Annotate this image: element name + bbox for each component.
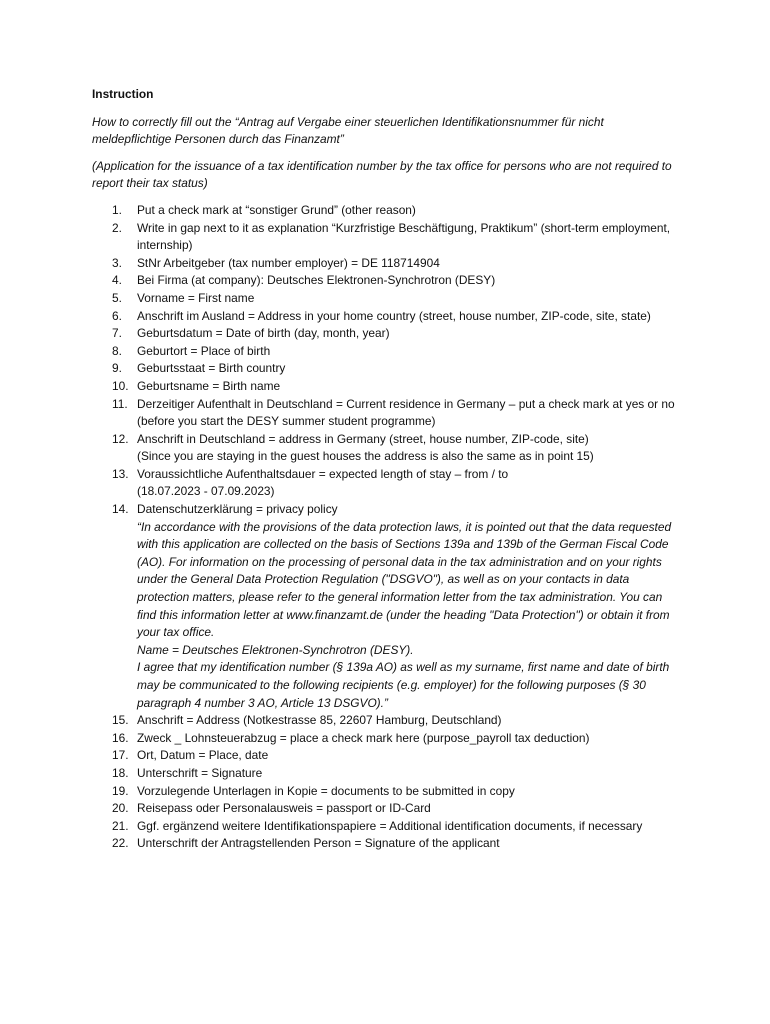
item-number: 12. bbox=[112, 431, 129, 446]
item-number: 3. bbox=[112, 255, 122, 270]
item-text: Derzeitiger Aufenthalt in Deutschland = Current residence in Germany – put a check mark at yes or no (before you start the DESY summer student programme) bbox=[137, 396, 675, 429]
list-item bbox=[92, 290, 682, 308]
item-number: 20. bbox=[112, 801, 129, 816]
list-item bbox=[92, 343, 682, 361]
list-item bbox=[92, 747, 682, 765]
item-text: Anschrift im Ausland = Address in your home country (street, house number, ZIP-code, site, state) bbox=[137, 308, 651, 323]
list-item bbox=[92, 220, 682, 255]
page-title: Instruction bbox=[92, 87, 154, 101]
item-text: Geburtort = Place of birth bbox=[137, 343, 271, 358]
item-number: 18. bbox=[112, 765, 129, 780]
item-number: 7. bbox=[112, 326, 122, 341]
list-item bbox=[92, 765, 682, 783]
item-text: Vorzulegende Unterlagen in Kopie = documents to be submitted in copy bbox=[137, 783, 515, 798]
item-number: 13. bbox=[112, 466, 129, 481]
item-text: Unterschrift = Signature bbox=[137, 765, 263, 780]
subtitle-english: (Application for the issuance of a tax identification number by the tax office for persons who are not required to report their tax status) bbox=[92, 158, 672, 191]
item-note: (18.07.2023 - 07.09.2023) bbox=[137, 484, 275, 499]
item-number: 9. bbox=[112, 361, 122, 376]
list-item bbox=[92, 431, 682, 466]
item-number: 19. bbox=[112, 783, 129, 798]
item-text: Vorname = First name bbox=[137, 290, 255, 305]
item-text: Anschrift = Address (Notkestrasse 85, 22607 Hamburg, Deutschland) bbox=[137, 713, 502, 728]
list-item bbox=[92, 783, 682, 801]
item-text: Zweck _ Lohnsteuerabzug = place a check mark here (purpose_payroll tax deduction) bbox=[137, 730, 590, 745]
item-text: Ggf. ergänzend weitere Identifikationspapiere = Additional identification documents, if necessary bbox=[137, 818, 643, 833]
privacy-quote-name: Name = Deutsches Elektronen-Synchrotron (DESY). bbox=[137, 642, 414, 657]
list-item bbox=[92, 835, 682, 853]
item-text: Geburtsname = Birth name bbox=[137, 378, 281, 393]
item-text: Geburtsdatum = Date of birth (day, month, year) bbox=[137, 326, 390, 341]
item-number: 21. bbox=[112, 818, 129, 833]
item-note: (Since you are staying in the guest houses the address is also the same as in point 15) bbox=[137, 449, 594, 464]
item-number: 16. bbox=[112, 730, 129, 745]
item-text: Voraussichtliche Aufenthaltsdauer = expected length of stay – from / to bbox=[137, 466, 509, 481]
privacy-quote: “In accordance with the provisions of the data protection laws, it is pointed out that the data requested with this application are collected on the basis of Sections 139a and 139b of the German Fiscal Code (AO). For information on the processing of personal data in the tax administration and on your rights under the General Data Protection Regulation ("DSGVO"), as well as on your contacts in data protection matters, please refer to the general information letter from the tax administration. You can find this information letter at www.finanzamt.de (under the heading "Data Protection") or obtain it from your tax office. bbox=[137, 519, 672, 640]
list-item bbox=[92, 308, 682, 326]
item-number: 5. bbox=[112, 290, 122, 305]
item-number: 1. bbox=[112, 202, 122, 217]
list-item bbox=[92, 466, 682, 501]
list-item bbox=[92, 730, 682, 748]
privacy-quote-consent: I agree that my identification number (§ 139a AO) as well as my surname, first name and date of birth may be communicated to the following recipients (e.g. employer) for the following purposes (§ 30 paragraph 4 number 3 AO, Article 13 DSGVO).” bbox=[137, 660, 670, 710]
list-item bbox=[92, 818, 682, 836]
item-number: 22. bbox=[112, 836, 129, 851]
item-number: 8. bbox=[112, 343, 122, 358]
list-item bbox=[92, 272, 682, 290]
list-item bbox=[92, 501, 682, 712]
item-text: Reisepass oder Personalausweis = passport or ID-Card bbox=[137, 801, 431, 816]
item-number: 17. bbox=[112, 748, 129, 763]
item-text: Ort, Datum = Place, date bbox=[137, 748, 269, 763]
item-text: Anschrift in Deutschland = address in Germany (street, house number, ZIP-code, site) bbox=[137, 431, 589, 446]
list-item bbox=[92, 255, 682, 273]
subtitle-german: How to correctly fill out the “Antrag auf Vergabe einer steuerlichen Identifikationsnummer für nicht meldepflichtige Personen durch das Finanzamt” bbox=[92, 114, 604, 147]
item-text: Bei Firma (at company): Deutsches Elektronen-Synchrotron (DESY) bbox=[137, 273, 496, 288]
item-number: 4. bbox=[112, 273, 122, 288]
list-item bbox=[92, 360, 682, 378]
item-text: Geburtsstaat = Birth country bbox=[137, 361, 286, 376]
list-item bbox=[92, 396, 682, 431]
item-text: StNr Arbeitgeber (tax number employer) = DE 118714904 bbox=[137, 255, 440, 270]
document-page bbox=[92, 86, 682, 853]
item-number: 6. bbox=[112, 308, 122, 323]
instruction-list bbox=[92, 202, 682, 853]
list-item bbox=[92, 325, 682, 343]
item-number: 15. bbox=[112, 713, 129, 728]
item-text: Put a check mark at “sonstiger Grund” (other reason) bbox=[137, 202, 416, 217]
list-item bbox=[92, 800, 682, 818]
item-text: Datenschutzerklärung = privacy policy bbox=[137, 502, 338, 517]
list-item bbox=[92, 712, 682, 730]
item-number: 2. bbox=[112, 220, 122, 235]
item-number: 11. bbox=[112, 396, 128, 411]
item-number: 10. bbox=[112, 378, 129, 393]
list-item bbox=[92, 202, 682, 220]
item-text: Unterschrift der Antragstellenden Person = Signature of the applicant bbox=[137, 836, 500, 851]
list-item bbox=[92, 378, 682, 396]
item-text: Write in gap next to it as explanation “Kurzfristige Beschäftigung, Praktikum” (short-term employment, internship) bbox=[137, 220, 671, 253]
item-number: 14. bbox=[112, 502, 129, 517]
